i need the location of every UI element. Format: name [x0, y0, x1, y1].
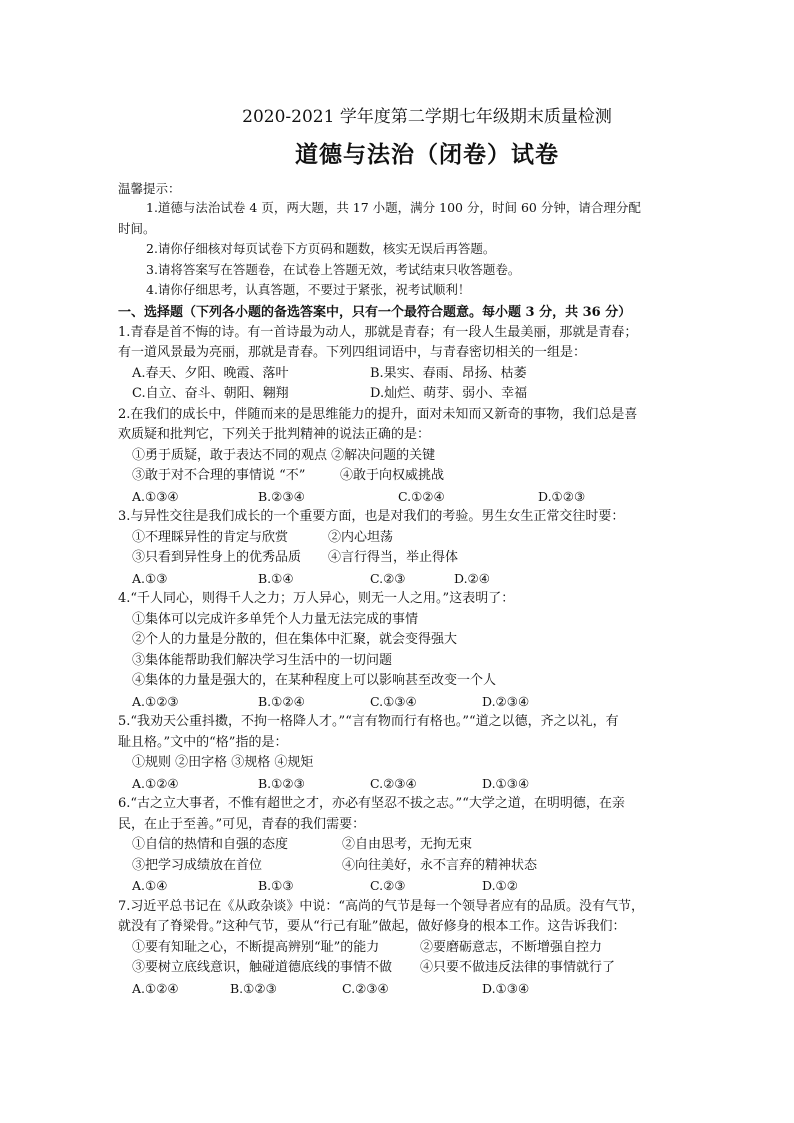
- tips-label: 温馨提示：: [118, 181, 181, 196]
- option-a: A.春天、夕阳、晚霞、落叶: [132, 365, 289, 381]
- answer-a: A.①④: [132, 878, 168, 893]
- question-6: [118, 794, 736, 897]
- statement-2: ②个人的力量是分散的，但在集体中汇聚，就会变得强大: [132, 632, 458, 647]
- exam-title: 2020-2021 学年度第二学期七年级期末质量检测: [242, 107, 612, 127]
- question-text: 2.在我们的成长中，伴随而来的是思维能力的提升，面对未知而又新奇的事物，我们总是喜: [118, 406, 638, 422]
- exam-subtitle: 道德与法治（闭卷）试卷: [295, 141, 559, 168]
- option-b: B.果实、春雨、昂扬、枯萎: [370, 365, 527, 381]
- statement-4: ④敢于向权威挑战: [340, 468, 445, 483]
- answer-a: A.①③: [132, 570, 168, 586]
- statement-row: ①规则 ②田字格 ③规格 ④规矩: [132, 755, 314, 770]
- answer-c: C.②③: [370, 570, 406, 586]
- answer-row: [118, 774, 736, 795]
- question-text: 有一道风景最为亮丽，那就是青春。下列四组词语中，与青春密切相关的一组是：: [118, 345, 587, 360]
- statement-row: [118, 466, 736, 487]
- answer-c: C.②③④: [370, 775, 417, 791]
- question-text: 5.“我劝天公重抖擞，不拘一格降人才。”“言有物而行有格也。”“道之以德，齐之以礼，有: [118, 714, 619, 729]
- answer-a: A.①②④: [132, 980, 179, 996]
- answer-d: D.①②③: [538, 488, 586, 504]
- answer-b: B.②③④: [258, 488, 305, 504]
- statement-3: ③敢于对不合理的事情说 “不”: [132, 468, 306, 483]
- statement-4: ④集体的力量是强大的，在某种程度上可以影响甚至改变一个人: [132, 673, 497, 688]
- answer-a: A.①②④: [132, 775, 179, 791]
- option-row: [118, 384, 736, 405]
- answer-d: D.②③④: [482, 693, 530, 709]
- statement-row: [118, 528, 736, 549]
- question-text: 欢质疑和批判它，下列关于批判精神的说法正确的是：: [118, 427, 431, 442]
- question-text: 1.青春是首不悔的诗。有一首诗最为动人，那就是青春；有一段人生最美丽，那就是青春；: [118, 324, 638, 340]
- answer-b: B.①④: [258, 570, 294, 586]
- section-heading: 一、选择题（下列各小题的备选答案中，只有一个最符合题意。每小题 3 分，共 36 分）: [118, 304, 632, 320]
- statement-3: ③只看到异性身上的优秀品质: [132, 550, 302, 565]
- answer-b: B.①②③: [230, 980, 277, 996]
- statement-2: ②要磨砺意志，不断增强自控力: [420, 939, 603, 955]
- answer-d: D.①②: [482, 878, 518, 893]
- statement-1: ①要有知耻之心，不断提高辨别“耻”的能力: [132, 939, 380, 955]
- statement-1: ①集体可以完成许多单凭个人力量无法完成的事情: [132, 611, 419, 627]
- answer-row: [118, 487, 736, 508]
- option-row: [118, 364, 736, 385]
- statement-row: [118, 835, 736, 856]
- statement-row: [118, 958, 736, 979]
- statement-row: ①勇于质疑，敢于表达不同的观点 ②解决问题的关键: [132, 447, 436, 463]
- answer-row: [118, 569, 736, 590]
- question-text: 耻且格。”文中的“格”指的是：: [118, 734, 288, 750]
- tip-2: 2.请你仔细核对每页试卷下方页码和题数，核实无误后再答题。: [146, 241, 496, 256]
- tip-3: 3.请将答案写在答题卷，在试卷上答题无效，考试结束只收答题卷。: [146, 261, 521, 277]
- statement-3: ③要树立底线意识，触碰道德底线的事情不做: [132, 960, 393, 975]
- answer-d: D.①③④: [482, 980, 530, 996]
- statement-3: ③把学习成绩放在首位: [132, 857, 263, 873]
- option-c: C.自立、奋斗、朝阳、翱翔: [132, 386, 289, 401]
- statement-3: ③集体能帮助我们解决学习生活中的一切问题: [132, 652, 393, 668]
- question-4: [118, 589, 736, 712]
- question-text: 4.“千人同心，则得千人之力；万人异心，则无一人之用。”这表明了：: [118, 591, 515, 606]
- statement-row: [118, 938, 736, 959]
- answer-b: B.①③: [258, 878, 294, 893]
- question-text: 就没有了脊梁骨。”这种气节，要从“行己有耻”做起，做好修身的根本工作。这告诉我们：: [118, 919, 626, 934]
- question-1: [118, 323, 736, 405]
- statement-2: ②自由思考，无拘无束: [342, 837, 473, 852]
- answer-row: [118, 876, 736, 897]
- question-text: 3.与异性交往是我们成长的一个重要方面，也是对我们的考验。男生女生正常交往时要：: [118, 509, 625, 524]
- question-5: [118, 712, 736, 794]
- answer-b: B.①②④: [258, 693, 305, 709]
- statement-4: ④言行得当，举止得体: [328, 550, 459, 565]
- answer-a: A.①②③: [132, 693, 179, 709]
- answer-d: D.②④: [454, 570, 490, 586]
- tip-1-continued: 时间。: [118, 220, 156, 236]
- statement-row: [118, 856, 736, 877]
- answer-c: C.①②④: [398, 488, 445, 504]
- answer-b: B.①②③: [258, 775, 305, 791]
- answer-d: D.①③④: [482, 775, 530, 791]
- option-d: D.灿烂、萌芽、弱小、幸福: [370, 386, 528, 401]
- statement-1: ①自信的热情和自强的态度: [132, 837, 289, 852]
- tips-block: [118, 180, 736, 301]
- question-2: [118, 405, 736, 508]
- statement-2: ②内心坦荡: [328, 529, 394, 545]
- question-text: 7.习近平总书记在《从政杂谈》中说：“高尚的气节是每一个领导者应有的品质。没有气节，: [118, 898, 645, 914]
- statement-1: ①不理睬异性的肯定与欣赏: [132, 529, 289, 545]
- statement-4: ④向往美好，永不言弃的精神状态: [342, 857, 538, 873]
- answer-row: [118, 979, 736, 1000]
- answer-c: C.①③④: [370, 693, 417, 709]
- answer-c: C.②③: [370, 878, 406, 893]
- statement-4: ④只要不做违反法律的事情就行了: [420, 960, 616, 975]
- tip-1: 1.道德与法治试卷 4 页，两大题，共 17 小题，满分 100 分，时间 60 分钟，请合理分配: [146, 200, 641, 215]
- question-7: [118, 897, 736, 1000]
- statement-row: [118, 548, 736, 569]
- question-3: [118, 507, 736, 589]
- answer-c: C.②③④: [342, 980, 389, 996]
- question-text: 6.“古之立大事者，不惟有超世之才，亦必有坚忍不拔之志。”“大学之道，在明明德，在亲: [118, 796, 625, 811]
- question-text: 民，在止于至善。”可见，青春的我们需要：: [118, 816, 366, 832]
- answer-a: A.①③④: [132, 488, 179, 504]
- answer-row: [118, 692, 736, 713]
- tip-4: 4.请你仔细思考，认真答题，不要过于紧张，祝考试顺利！: [146, 282, 471, 297]
